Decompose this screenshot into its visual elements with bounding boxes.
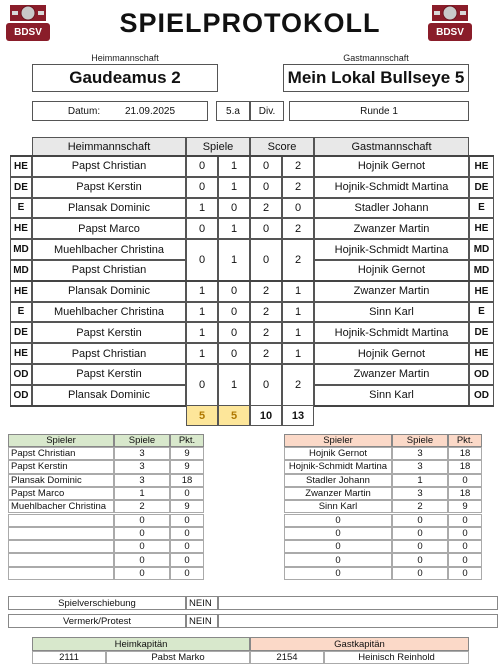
home-player: Muehlbacher Christina: [32, 302, 186, 323]
category-right: OD: [469, 385, 494, 406]
stats-points: 0: [170, 527, 204, 540]
stats-games: 3: [114, 447, 170, 460]
postpone-value: NEIN: [186, 596, 218, 610]
home-captain-id: 2111: [32, 651, 106, 664]
stats-player: Stadler Johann: [284, 474, 392, 487]
category-left: HE: [10, 156, 32, 177]
total-away-score: 13: [282, 405, 314, 426]
away-player: Hojnik Gernot: [314, 260, 469, 281]
home-score: 2: [250, 198, 282, 219]
stats-games: 3: [392, 460, 448, 473]
category-right: DE: [469, 177, 494, 198]
stats-games: 0: [114, 567, 170, 580]
category-left: MD: [10, 239, 32, 260]
stats-points: 0: [170, 487, 204, 500]
away-player: Hojnik-Schmidt Martina: [314, 239, 469, 260]
bdsv-logo-left: [4, 3, 52, 43]
stats-player: Zwanzer Martin: [284, 487, 392, 500]
away-player: Zwanzer Martin: [314, 364, 469, 385]
date-label: Datum:: [67, 105, 101, 117]
category-left: E: [10, 198, 32, 219]
stats-points: 0: [448, 540, 482, 553]
category-left: HE: [10, 281, 32, 302]
category-left: OD: [10, 364, 32, 385]
stats-points: 9: [170, 500, 204, 513]
stats-header-points: Pkt.: [448, 434, 482, 447]
stats-points: 18: [448, 487, 482, 500]
home-player: Plansak Dominic: [32, 281, 186, 302]
away-games: 1: [218, 156, 250, 177]
stats-player: [8, 567, 114, 580]
stats-points: 0: [448, 553, 482, 566]
stats-games: 2: [114, 500, 170, 513]
away-captain-id: 2154: [250, 651, 324, 664]
home-team-label: Heimmannschaft: [91, 52, 159, 63]
stats-points: 0: [170, 514, 204, 527]
stats-player: Hojnik Gernot: [284, 447, 392, 460]
category-right: HE: [469, 343, 494, 364]
stats-points: 0: [170, 540, 204, 553]
home-captain-label: Heimkapitän: [32, 637, 250, 651]
stats-games: 0: [392, 567, 448, 580]
stats-header-player: Spieler: [8, 434, 114, 447]
stats-player: [8, 553, 114, 566]
stats-games: 3: [392, 447, 448, 460]
away-score: 1: [282, 322, 314, 343]
home-player: Muehlbacher Christina: [32, 239, 186, 260]
away-player: Hojnik Gernot: [314, 156, 469, 177]
stats-games: 3: [392, 487, 448, 500]
league-value: 5.a: [216, 101, 250, 121]
date-box: [32, 101, 208, 121]
away-player: Hojnik-Schmidt Martina: [314, 322, 469, 343]
div-label: Div.: [250, 101, 284, 121]
stats-header-points: Pkt.: [170, 434, 204, 447]
category-left: MD: [10, 260, 32, 281]
home-player: Papst Kerstin: [32, 177, 186, 198]
home-games: 1: [186, 198, 218, 219]
stats-points: 0: [170, 567, 204, 580]
col-header-games: Spiele: [186, 137, 250, 156]
stats-games: 1: [392, 474, 448, 487]
stats-player: Papst Kerstin: [8, 460, 114, 473]
home-score: 0: [250, 364, 282, 406]
home-games: 1: [186, 302, 218, 323]
page-title: SPIELPROTOKOLL: [119, 7, 381, 38]
away-player: Sinn Karl: [314, 302, 469, 323]
away-score: 2: [282, 156, 314, 177]
away-player: Sinn Karl: [314, 385, 469, 406]
stats-games: 0: [392, 540, 448, 553]
stats-points: 18: [448, 460, 482, 473]
away-games: 1: [218, 218, 250, 239]
protest-label: Vermerk/Protest: [8, 614, 186, 628]
stats-player: 0: [284, 553, 392, 566]
away-score: 2: [282, 218, 314, 239]
total-home-score: 10: [250, 405, 282, 426]
stats-player: Plansak Dominic: [8, 474, 114, 487]
stats-player: Papst Christian: [8, 447, 114, 460]
category-right: MD: [469, 239, 494, 260]
stats-games: 0: [114, 527, 170, 540]
home-games: 1: [186, 281, 218, 302]
stats-player: Sinn Karl: [284, 500, 392, 513]
away-games: 1: [218, 239, 250, 281]
away-score: 2: [282, 239, 314, 281]
stats-points: 9: [170, 447, 204, 460]
home-player: Papst Marco: [32, 218, 186, 239]
stats-points: 0: [448, 474, 482, 487]
away-team-label: Gastmannschaft: [343, 52, 409, 63]
stats-header-games: Spiele: [392, 434, 448, 447]
home-games: 1: [186, 322, 218, 343]
stats-points: 0: [448, 567, 482, 580]
stats-games: 3: [114, 474, 170, 487]
category-right: DE: [469, 322, 494, 343]
away-team-name: Mein Lokal Bullseye 5: [283, 64, 469, 92]
away-score: 0: [282, 198, 314, 219]
home-score: 2: [250, 343, 282, 364]
stats-player: Muehlbacher Christina: [8, 500, 114, 513]
protest-value: NEIN: [186, 614, 218, 628]
stats-points: 18: [170, 474, 204, 487]
total-home-games: 5: [186, 405, 218, 426]
home-games: 0: [186, 177, 218, 198]
away-score: 1: [282, 343, 314, 364]
home-score: 0: [250, 177, 282, 198]
home-score: 0: [250, 239, 282, 281]
home-player: Papst Christian: [32, 260, 186, 281]
stats-games: 0: [392, 553, 448, 566]
stats-header-games: Spiele: [114, 434, 170, 447]
away-player: Zwanzer Martin: [314, 281, 469, 302]
home-games: 0: [186, 218, 218, 239]
postpone-label: Spielverschiebung: [8, 596, 186, 610]
home-score: 2: [250, 302, 282, 323]
away-games: 1: [218, 364, 250, 406]
category-right: OD: [469, 364, 494, 385]
home-games: 0: [186, 364, 218, 406]
category-left: HE: [10, 343, 32, 364]
stats-points: 9: [170, 460, 204, 473]
away-score: 2: [282, 364, 314, 406]
home-games: 0: [186, 156, 218, 177]
stats-games: 0: [114, 514, 170, 527]
protest-note: [218, 614, 498, 628]
stats-games: 0: [114, 553, 170, 566]
away-games: 0: [218, 322, 250, 343]
away-games: 1: [218, 177, 250, 198]
col-header-away: Gastmannschaft: [314, 137, 469, 156]
stats-player: 0: [284, 514, 392, 527]
home-score: 0: [250, 218, 282, 239]
home-team-name: Gaudeamus 2: [32, 64, 218, 92]
away-score: 1: [282, 302, 314, 323]
category-right: MD: [469, 260, 494, 281]
category-left: DE: [10, 177, 32, 198]
away-player: Zwanzer Martin: [314, 218, 469, 239]
category-right: HE: [469, 281, 494, 302]
stats-points: 0: [170, 553, 204, 566]
away-captain-label: Gastkapitän: [250, 637, 469, 651]
away-player: Hojnik-Schmidt Martina: [314, 177, 469, 198]
category-right: HE: [469, 156, 494, 177]
logo-text: BDSV: [436, 26, 464, 38]
away-player: Hojnik Gernot: [314, 343, 469, 364]
stats-games: 0: [114, 540, 170, 553]
table-separator: [10, 280, 494, 282]
stats-player: [8, 527, 114, 540]
category-left: DE: [10, 322, 32, 343]
logo-text: BDSV: [14, 26, 42, 38]
stats-player: Papst Marco: [8, 487, 114, 500]
home-player: Plansak Dominic: [32, 198, 186, 219]
away-games: 0: [218, 281, 250, 302]
category-left: E: [10, 302, 32, 323]
home-score: 0: [250, 156, 282, 177]
stats-points: 9: [448, 500, 482, 513]
stats-points: 0: [448, 514, 482, 527]
away-score: 1: [282, 281, 314, 302]
home-player: Plansak Dominic: [32, 385, 186, 406]
stats-player: 0: [284, 527, 392, 540]
stats-header-player: Spieler: [284, 434, 392, 447]
stats-games: 3: [114, 460, 170, 473]
category-right: E: [469, 198, 494, 219]
stats-player: 0: [284, 567, 392, 580]
home-score: 2: [250, 322, 282, 343]
category-right: E: [469, 302, 494, 323]
category-left: OD: [10, 385, 32, 406]
stats-player: [8, 514, 114, 527]
table-separator: [10, 155, 494, 157]
home-player: Papst Christian: [32, 343, 186, 364]
home-games: 1: [186, 343, 218, 364]
away-captain-name: Heinisch Reinhold: [324, 651, 469, 664]
away-games: 0: [218, 302, 250, 323]
col-header-score: Score: [250, 137, 314, 156]
stats-player: 0: [284, 540, 392, 553]
stats-player: [8, 540, 114, 553]
away-games: 0: [218, 198, 250, 219]
round-value: Runde 1: [289, 101, 469, 121]
home-player: Papst Christian: [32, 156, 186, 177]
home-player: Papst Kerstin: [32, 364, 186, 385]
category-right: HE: [469, 218, 494, 239]
away-score: 2: [282, 177, 314, 198]
stats-games: 0: [392, 514, 448, 527]
category-left: HE: [10, 218, 32, 239]
home-games: 0: [186, 239, 218, 281]
date-value: 21.09.2025: [124, 105, 176, 117]
home-player: Papst Kerstin: [32, 322, 186, 343]
postpone-note: [218, 596, 498, 610]
home-captain-name: Pabst Marko: [106, 651, 250, 664]
bdsv-logo-right: [426, 3, 474, 43]
away-games: 0: [218, 343, 250, 364]
stats-player: Hojnik-Schmidt Martina: [284, 460, 392, 473]
stats-points: 18: [448, 447, 482, 460]
away-player: Stadler Johann: [314, 198, 469, 219]
col-header-home: Heimmannschaft: [32, 137, 186, 156]
stats-games: 1: [114, 487, 170, 500]
total-away-games: 5: [218, 405, 250, 426]
home-score: 2: [250, 281, 282, 302]
stats-games: 2: [392, 500, 448, 513]
stats-games: 0: [392, 527, 448, 540]
stats-points: 0: [448, 527, 482, 540]
